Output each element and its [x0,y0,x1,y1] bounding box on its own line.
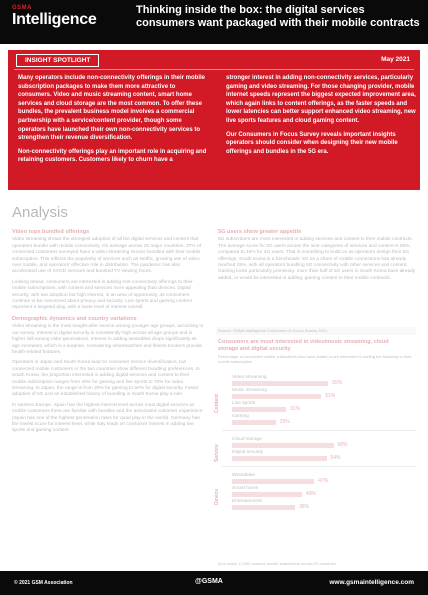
bar-category-label: Video streaming [232,375,267,380]
bar [232,479,314,484]
body-paragraph: Video streaming shows the strongest adoption of all the digital services and content that operators bundle with mobile connectivity. On average across 20 major countries, 37% of connected customers surveyed have a video streaming service bundled with their mobile subscription. This reflects the popularity of services such as Netflix, growing use of video over mobile, and operators' effective role in distribution. The pandemic has also accelerated use of SVOD services and boosted TV viewing hours. [12,237,201,275]
bar-category-label: Smart home [232,486,259,491]
bar-category-label: Digital security [232,450,264,455]
group-label: Content [214,394,220,413]
bar-value-label: 58% [337,442,348,448]
spotlight-tag: INSIGHT SPOTLIGHT [16,54,99,67]
bar-value-label: 40% [306,491,317,497]
bar-category-label: Gaming [232,414,249,419]
spotlight-paragraph: Our Consumers in Focus Survey reveals important insights operators should consider when designing their new mobile offerings and bundles in the 5G era. [226,131,398,155]
section-heading: Video tops bundled offerings [12,229,90,235]
group-label: Device [214,488,220,505]
group-divider [222,430,416,431]
body-paragraph: Looking ahead, consumers are interested in adding non-connectivity offerings to their mobile subscriptions, with content and services more appealing than devices. Digital security, with low adoption but high interest, is an area of opportunity, as consumers continue to be concerned about privacy and security. Live sports and gaming content represent a targeted play, with a lower level of interest overall. [12,279,193,311]
spotlight-left-column [18,74,210,170]
bar-value-label: 47% [318,478,329,484]
spotlight-paragraph: stronger interest in adding non-connectivity services, particularly gaming and video streaming. For those changing provider, mobile internet speeds represent the biggest expected improvement area, which again links to content offerings, as the faster speeds and lower latencies can better support enhanced video streaming, new live sports features and cloud gaming content. [226,75,416,124]
copyright: © 2021 GSM Association [14,580,73,586]
bar-category-label: Wearables [232,473,255,478]
bar [232,492,302,497]
brand-logo[interactable]: Intelligence [12,11,97,28]
bar-value-label: 51% [325,393,336,399]
bar [232,456,327,461]
footer-bar [0,571,428,595]
brand-logo-small: GSMA [12,5,32,11]
body-paragraph: 5G subscribers are more interested in adding services and content to their mobile contracts. The average score for 5G users across the nine categories of services and content is 55%, compared to 45% for 4G users. That is something to build on as operators design their 5G offerings. South Korea is a benchmark: 5G as a share of mobile connections has already reached 25%, with all operators bundling 5G connectivity with other services and content. Gaming looks particularly promising: more than half of 5G users in South Korea have already added, or would be interested in adding, gaming content to their mobile contracts. [218,237,416,281]
chart-note: At a nearly 12,000 connect mobile subscribers across 20 countries [218,561,336,566]
bar-value-label: 36% [299,504,310,510]
bar [232,420,276,425]
bar-value-label: 54% [330,455,341,461]
group-divider [222,466,416,467]
body-paragraph: In western Europe, Spain has the highest interest level across most digital services as mobile customers there are familiar with bundles and the associated customer experience (Spain has one of the highest penetration rates for quad play in the world). Germany has the lowest score for interest level, while Italy leads on consumer interest in adding live sports and gaming content. [12,402,203,434]
bar [232,394,321,399]
analysis-right-column [218,225,418,286]
body-paragraph: Operators in Japan and South Korea lead on consumer service diversification, but connected mobile customers in the two countries show different bundling preferences. In South Korea, the proportion interested in adding digital services and content to their mobile subscription ranges from 40% for gaming and live sports to 70% for video streaming. In Japan, the range is from 20% for gaming to 50% for digital security. Faster adoption of 5G and an established history of bundling in South Korea play a role. [12,360,200,398]
interest-bar-chart [216,327,420,572]
bar-category-label: Cloud storage [232,437,262,442]
bar [232,505,295,510]
bar-category-label: Music streaming [232,388,267,393]
gsma-logo[interactable]: @GSMA [195,578,223,585]
spotlight-right-column [226,74,418,161]
section-heading: Demographic dynamics and country variations [12,315,137,322]
spotlight-paragraph: Non-connectivity offerings play an important role in acquiring and retaining customers. Customers likely to churn have a [18,148,207,164]
bar-value-label: 31% [290,406,301,412]
analysis-heading: Analysis [12,204,68,221]
bar [232,381,328,386]
bar-value-label: 55% [332,380,343,386]
section-heading: 5G users show greater appetite [218,229,302,235]
analysis-left-column [12,225,204,439]
bar [232,407,286,412]
header-bar [0,0,428,44]
page-title: Thinking inside the box: the digital services consumers want packaged with their mobile contracts [136,4,420,29]
bar-value-label: 25% [279,419,290,425]
chart-title: Consumers are most interested in video/music streaming, cloud storage and digital security [218,339,389,352]
chart-subtitle: Percentage of connected mobile subscribers who have added or are interested in adding the following to their mobile subscription [218,354,412,364]
spotlight-paragraph: Many operators include non-connectivity offerings in their mobile subscription packages to make them more attractive to consumers. Video and music streaming content, smart home services and cloud storage are the most common. To offer these bundles, the prevalent business model involves a commercial partnership with a service/content provider, though some operators have launched their own non-connectivity services to strengthen their revenue diversification. [18,75,206,142]
website-link[interactable]: www.gsmaintelligence.com [329,579,414,586]
bar [232,443,334,448]
insight-spotlight [8,50,420,190]
bar-category-label: Live sports [232,401,256,406]
bar-category-label: Entertainment [232,499,262,504]
chart-source: Source: GSMA Intelligence Consumers in Focus Survey 2021 [216,327,416,335]
spotlight-divider [14,69,414,70]
body-paragraph: Video streaming is the most sought-after service among younger age groups, according to our survey. Interest in digital security is consistently high across all age groups and is higher still among older generations. Interest in adding wearables drops significantly as age increases, which is a surprise, considering smartwatches and fitness trackers provide health-related features. [12,324,204,355]
group-label: Service [214,444,220,462]
publication-date: May 2021 [381,56,410,63]
